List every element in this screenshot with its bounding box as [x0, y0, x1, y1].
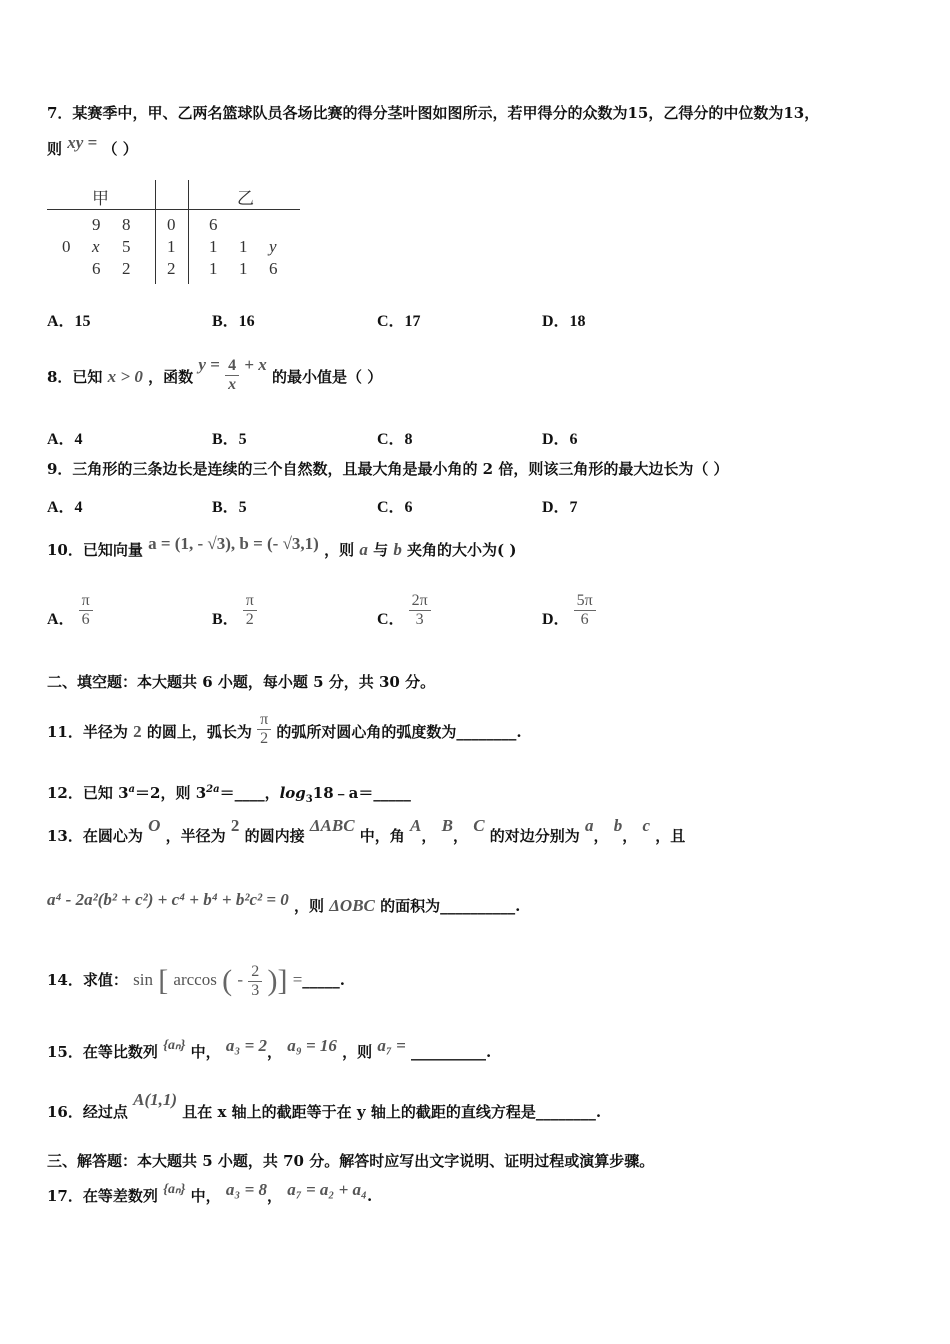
q10-line: [47, 536, 516, 564]
stem-leaf-plot: [47, 180, 302, 285]
leaf: 2: [122, 259, 131, 278]
q12-prefix: 12．已知 3: [47, 784, 129, 802]
q12-exp2: 2a: [206, 784, 220, 795]
frac-num: 2: [248, 963, 262, 982]
q17-mid: 中，: [190, 1187, 221, 1205]
q10-b: b: [393, 540, 402, 559]
q10-option-c-fraction: [409, 592, 431, 629]
q13-b: b: [613, 816, 623, 835]
leaf: 1: [209, 237, 218, 256]
plot-divider-left: [155, 180, 156, 284]
leaf: 6: [209, 215, 218, 234]
q8-func-lhs: y =: [198, 355, 220, 374]
q7-option-b[interactable]: B．16: [212, 313, 255, 330]
plot-header-yi: 乙: [237, 189, 254, 209]
q9-option-d[interactable]: D．7: [542, 499, 578, 516]
q9-option-b[interactable]: B．5: [212, 499, 247, 516]
q15-a9: a₉ = 16: [287, 1036, 337, 1055]
q14-bracket-close: ]: [277, 964, 288, 997]
q13-prefix: 13．在圆心为: [47, 827, 143, 845]
frac-den: 3: [251, 981, 260, 999]
frac-den: 6: [580, 611, 589, 628]
q16-prefix: 16．经过点: [47, 1103, 128, 1121]
q8-condition: x > 0: [107, 367, 143, 386]
q13-mid3: 中，角: [359, 827, 405, 845]
q11-fraction: [257, 711, 271, 748]
q8-line: [47, 357, 382, 397]
q8-option-c[interactable]: C．8: [377, 431, 413, 448]
q8-func-rhs: + x: [244, 355, 267, 374]
leaf: 8: [122, 215, 131, 234]
q12-suffix: 18﹣a＝_____: [312, 784, 411, 802]
q13-mid2: 的圆内接: [244, 827, 305, 845]
q17-comma: ，: [267, 1187, 283, 1205]
q10-option-b-fraction: [243, 592, 257, 629]
plot-header-rule: [47, 209, 300, 210]
q11-line: [47, 712, 522, 752]
q10-option-a[interactable]: [47, 592, 93, 629]
q9-option-c[interactable]: C．6: [377, 499, 413, 516]
q14-fraction: [248, 963, 262, 1000]
q12-mid1: ＝2，则 3: [135, 784, 207, 802]
q15-a7: a₇ =: [377, 1036, 406, 1055]
q12-log-base: 3: [305, 794, 313, 805]
q14-prefix: 14．求值：: [47, 971, 128, 989]
q10-option-b-label: B．: [212, 611, 239, 629]
q10-option-c[interactable]: [377, 592, 431, 629]
q13-c: c: [642, 816, 651, 835]
q13-triangle-obc: ΔOBC: [329, 896, 375, 915]
q8-frac-den: x: [228, 375, 237, 393]
frac-num: π: [79, 592, 93, 611]
q10-a: a: [359, 540, 368, 559]
q12-line: [47, 780, 411, 810]
q14-paren-close: ): [267, 964, 278, 997]
q17-sequence: {aₙ}: [163, 1182, 186, 1197]
q15-mid2: ，则: [342, 1043, 373, 1061]
q13-mid4: 的对边分别为: [489, 827, 580, 845]
q8-fraction: [225, 357, 239, 394]
section-2-heading: 二、填空题：本大题共 6 小题，每小题 5 分，共 30 分。: [47, 673, 436, 691]
q14-bracket-open: [: [158, 964, 169, 997]
q11-radius: 2: [133, 722, 142, 741]
q8-mid: ，函数: [148, 368, 194, 386]
frac-num: π: [257, 711, 271, 730]
q10-suffix: 夹角的大小为( ): [407, 541, 517, 559]
q8-prefix: 8．已知: [47, 368, 103, 386]
q10-vector-a: a = (1, - √3): [148, 534, 231, 553]
q17-a7: a₇ = a₂ + a₄: [287, 1180, 367, 1199]
q11-prefix: 11．半径为: [47, 723, 128, 741]
q8-frac-num: 4: [225, 357, 239, 376]
q15-mid1: 中，: [190, 1043, 221, 1061]
q13-line1: 13．在圆心为 O ，半径为 2 的圆内接 ΔABC 中，角 A， B， C 的对边分别为 a， b， c ，且: [47, 816, 686, 845]
q7-option-c[interactable]: C．17: [377, 313, 421, 330]
frac-den: 2: [260, 729, 269, 747]
q14-sin: sin: [133, 970, 153, 989]
q13-suffix: ，且: [655, 827, 686, 845]
stem-value: 1: [167, 237, 176, 256]
q12-mid2: ＝____，: [219, 784, 280, 802]
q10-option-c-label: C．: [377, 611, 405, 629]
q11-mid: 的圆上，弧长为: [146, 723, 252, 741]
q13-line2: [47, 892, 520, 920]
frac-den: 6: [81, 611, 90, 628]
q7-xy-expr: xy =: [67, 133, 98, 152]
q14-suffix: _____.: [302, 971, 346, 989]
plot-divider-right: [188, 180, 189, 284]
q15-comma: ，: [267, 1043, 283, 1061]
leaf: 1: [239, 237, 248, 256]
q7-then: 则: [47, 140, 63, 158]
plot-header-jia: 甲: [92, 189, 109, 209]
q7-line2: [47, 133, 138, 159]
q10-option-d[interactable]: [542, 592, 596, 629]
q10-option-d-label: D．: [542, 611, 570, 629]
frac-den: 3: [415, 611, 424, 628]
q10-mid1: ，则: [324, 541, 355, 559]
q9-option-a[interactable]: A．4: [47, 499, 83, 516]
q13-equation: a⁴ - 2a²(b² + c²) + c⁴ + b⁴ + b²c² = 0: [47, 890, 289, 909]
q15-a3: a₃ = 2: [225, 1036, 268, 1055]
q17-line: [47, 1180, 372, 1214]
section-3-heading: 三、解答题：本大题共 5 小题，共 70 分。解答时应写出文字说明、证明过程或演算步骤。: [47, 1152, 655, 1170]
frac-num: 2π: [409, 592, 431, 611]
q13-a: a: [585, 816, 594, 835]
frac-num: 5π: [574, 592, 596, 611]
q8-option-b[interactable]: B．5: [212, 431, 247, 448]
frac-den: 2: [245, 611, 254, 628]
q13-radius: 2: [230, 816, 240, 835]
q17-a3: a₃ = 8: [225, 1180, 268, 1199]
q16-point: A(1,1): [133, 1090, 178, 1109]
q14-arccos: arccos: [173, 970, 217, 989]
q13-C: C: [473, 816, 485, 835]
q10-vector-b: , b = (- √3,1): [230, 534, 319, 553]
q11-suffix: 的弧所对圆心角的弧度数为________.: [276, 723, 522, 741]
q13-eq-post2: 的面积为__________.: [380, 897, 521, 915]
q17-prefix: 17．在等差数列: [47, 1187, 158, 1205]
q16-line: [47, 1092, 601, 1132]
frac-num: π: [243, 592, 257, 611]
q8-option-d[interactable]: D．6: [542, 431, 578, 448]
q15-sequence: {aₙ}: [163, 1038, 186, 1053]
q13-eq-post1: ，则: [294, 897, 325, 915]
q13-mid1: ，半径为: [165, 827, 226, 845]
stem-value: 0: [167, 215, 176, 234]
q12-log: log: [279, 784, 306, 802]
leaf: 6: [92, 259, 101, 278]
leaf: 1: [209, 259, 218, 278]
q10-mid2: 与: [373, 541, 389, 559]
q7-option-a[interactable]: A．15: [47, 313, 91, 330]
q14-line: [47, 950, 345, 1011]
q9-line: 9．三角形的三条边长是连续的三个自然数，且最大角是最小角的 2 倍，则该三角形的最大边长为（ ）: [47, 460, 729, 478]
leaf: 5: [122, 237, 131, 256]
q13-B: B: [441, 816, 453, 835]
q7-option-d[interactable]: D．18: [542, 313, 586, 330]
leaf: 9: [92, 215, 101, 234]
q17-suffix: .: [366, 1187, 373, 1205]
q10-option-a-label: A．: [47, 611, 75, 629]
q14-paren-open: (: [222, 964, 233, 997]
q15-line: [47, 1036, 491, 1070]
q10-option-a-fraction: [79, 592, 93, 629]
q15-suffix: __________.: [411, 1043, 492, 1061]
q7-paren: （ ）: [102, 140, 138, 158]
leaf-x: x: [92, 237, 100, 256]
q14-equals: =: [292, 970, 303, 989]
leaf: 0: [62, 237, 71, 256]
q13-O: O: [148, 816, 161, 835]
q7-line1: 7．某赛季中，甲、乙两名篮球队员各场比赛的得分茎叶图如图所示，若甲得分的众数为15，乙得分的中位数为13，: [47, 104, 820, 122]
q10-option-b[interactable]: [212, 592, 257, 629]
q14-minus: -: [237, 970, 243, 989]
leaf: 1: [239, 259, 248, 278]
q16-suffix: 且在 x 轴上的截距等于在 y 轴上的截距的直线方程是________.: [182, 1103, 602, 1121]
leaf: 6: [269, 259, 278, 278]
q13-A: A: [410, 816, 422, 835]
q8-suffix: 的最小值是（ ）: [271, 368, 383, 386]
q15-prefix: 15．在等比数列: [47, 1043, 158, 1061]
q10-option-d-fraction: [574, 592, 596, 629]
leaf-y: y: [269, 237, 277, 256]
q8-option-a[interactable]: A．4: [47, 431, 83, 448]
q12-exp1: a: [128, 784, 136, 795]
stem-value: 2: [167, 259, 176, 278]
q10-prefix: 10．已知向量: [47, 541, 143, 559]
q13-triangle: ΔABC: [309, 816, 355, 835]
